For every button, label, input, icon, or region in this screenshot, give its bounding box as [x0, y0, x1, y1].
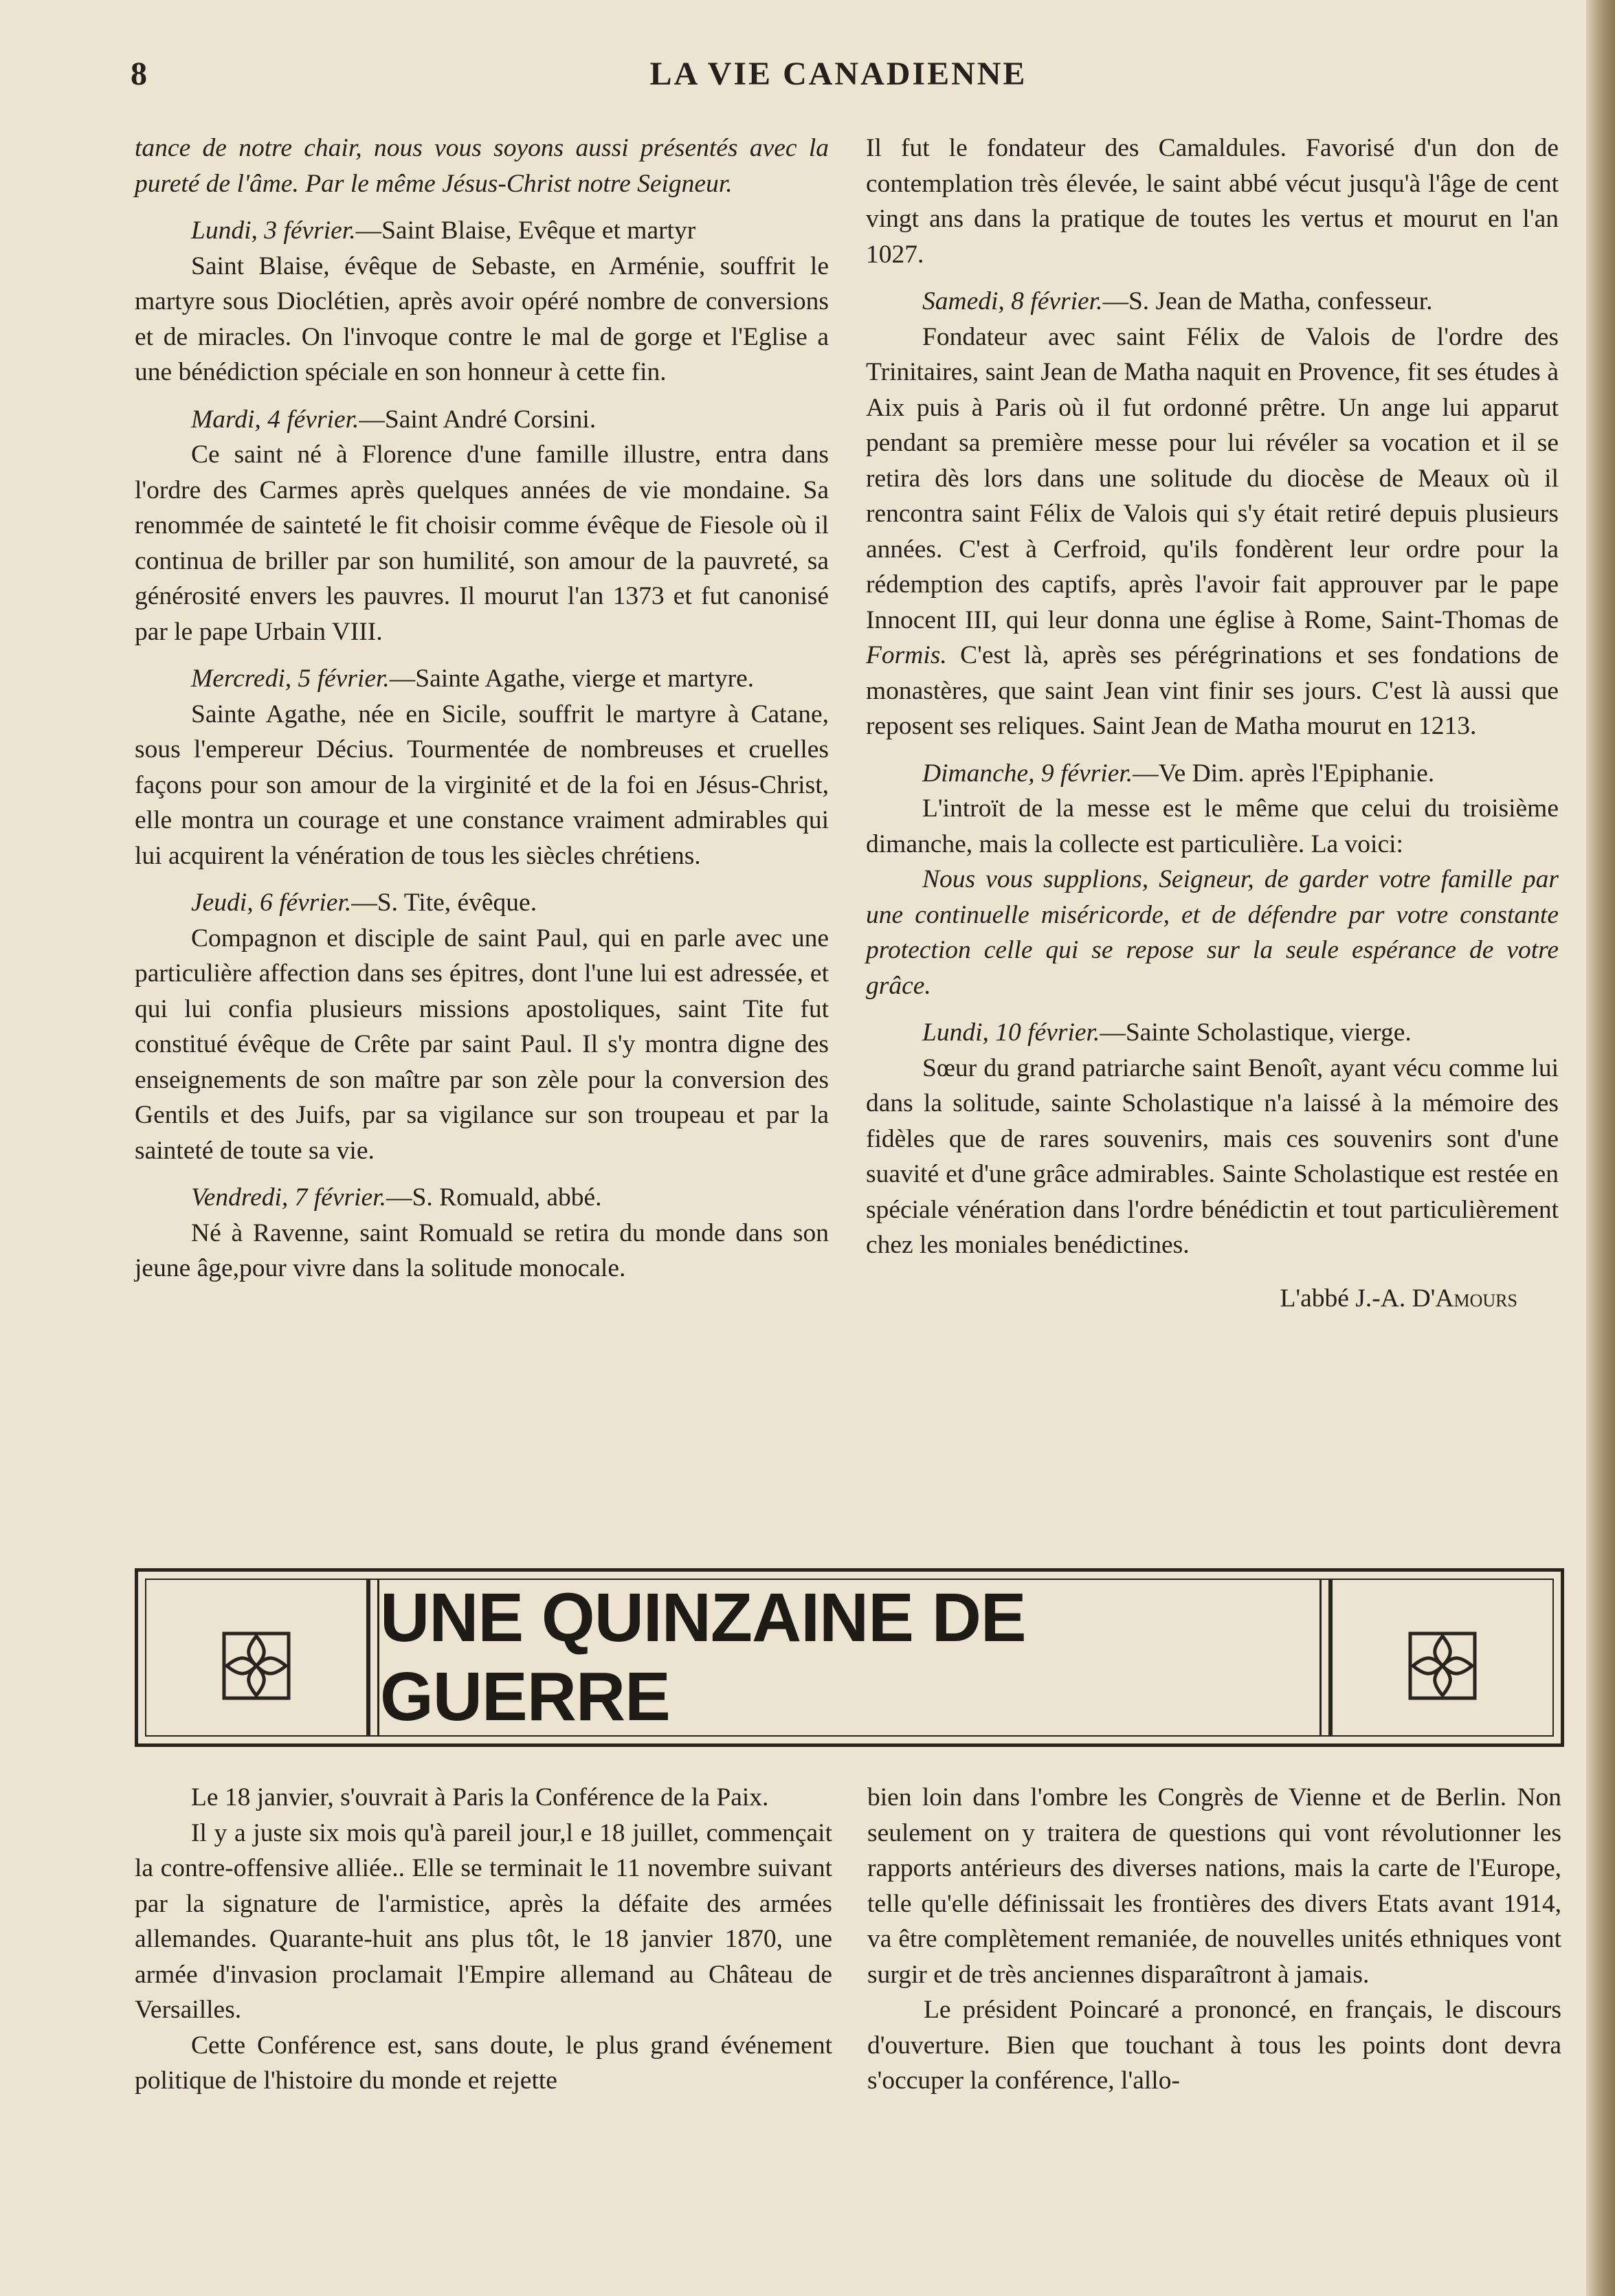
entry-date: Jeudi, 6 février.	[191, 889, 352, 917]
entry-date: Samedi, 8 février.	[922, 287, 1103, 315]
signature-name: L'abbé J.-A.	[1280, 1284, 1406, 1313]
entry-text: Sainte Agathe, née en Sicile, souffrit le martyre à Catane, sous l'empereur Décius. Tourmentée de nombreuses et cruelles façons pour son amour de la virginité et de la foi en Jésus-Christ, elle montra un courage et une constance vraiment admirables qui lui acquirent la vénération de tous les siècles chrétiens.	[135, 700, 829, 870]
article-paragraph: bien loin dans l'ombre les Congrès de Vienne et de Berlin. Non seulement on y traitera de questions qui vont révolutionner les rapports antérieurs des diverses nations, mais la carte de l'Europe, telle qu'elle définissait les frontières des divers Etats avant 1914, va être complètement remaniée, de nouvelles unités ethniques vont surgir et de très anciennes disparaîtront à jamais.	[867, 1783, 1561, 1989]
entry-text-part: C'est là, après ses pérégrinations et ses fondations de monastères, que saint Jean vint finir ses jours. C'est là aussi que reposent ses reliques. Saint Jean de Matha mourut en 1213.	[866, 641, 1559, 740]
article-paragraph: Le président Poincaré a prononcé, en français, le discours d'ouverture. Bien que touchant à tous les points dont devra s'occuper la conférence, l'allo-	[867, 1996, 1561, 2095]
journal-title: LA VIE CANADIENNE	[649, 56, 1027, 92]
ornament-icon	[1405, 1628, 1480, 1704]
entry-text: Compagnon et disciple de saint Paul, qui en parle avec une particulière affection dans ses épitres, dont l'une lui est adressée, et qui lui confia plusieurs missions apostoliques, saint Tite fut constitué évêque de Crête par saint Paul. Il s'y montra digne des enseignements de son maître par son zèle pour la conversion des Gentils et des Juifs, par sa vigilance sur son troupeau et par la sainteté de toute sa vie.	[135, 924, 829, 1165]
entry-date: Mercredi, 5 février.	[191, 665, 390, 693]
column-bottom-right	[867, 1780, 1561, 2110]
entry-text: Sœur du grand patriarche saint Benoît, ayant vécu comme lui dans la solitude, sainte Scholastique n'a laissé à la mémoire des fidèles que de rares souvenirs, mais ces souvenirs sont d'une suavité et d'une grâce admirables. Sainte Scholastique est restée en spéciale vénération dans l'ordre bénédictin et tout particulièrement chez les moniales benédictines.	[866, 1054, 1559, 1259]
entry-heading	[135, 1180, 829, 1216]
entry-heading	[135, 885, 829, 921]
banner-divider	[1328, 1580, 1333, 1735]
entry-saint: —S. Romuald, abbé.	[386, 1183, 602, 1212]
entry-date: Mardi, 4 février.	[191, 405, 359, 434]
column-top-left	[135, 131, 829, 1298]
article-paragraph: Cette Conférence est, sans doute, le plus grand événement politique de l'histoire du monde et rejette	[135, 2031, 832, 2095]
ornament-icon	[219, 1628, 294, 1704]
page-header	[131, 55, 1546, 103]
banner-divider	[1319, 1580, 1322, 1735]
banner-divider	[366, 1580, 370, 1735]
signature-surname: D'Amours	[1412, 1284, 1517, 1313]
entry-heading	[135, 213, 829, 249]
entry-continuation: Il fut le fondateur des Camaldules. Favorisé d'un don de contemplation très élevée, le saint abbé vécut jusqu'à l'âge de cent vingt ans dans la pratique de toutes les vertus et mourut en l'an 1027.	[866, 134, 1559, 269]
entry-saint: —Ve Dim. après l'Epiphanie.	[1133, 759, 1435, 788]
banner-title: UNE QUINZAINE DE GUERRE	[380, 1579, 1026, 1735]
banner-divider	[377, 1580, 379, 1735]
entry-heading	[866, 756, 1559, 792]
entry-text: Né à Ravenne, saint Romuald se retira du monde dans son jeune âge,pour vivre dans la solitude monocale.	[135, 1218, 829, 1282]
section-banner	[135, 1568, 1564, 1747]
entry-text: Saint Blaise, évêque de Sebaste, en Arménie, souffrit le martyre sous Dioclétien, après avoir opéré nombre de conversions et de miracles. On l'invoque contre le mal de gorge et l'Eglise a une bénédiction spéciale en son honneur à cette fin.	[135, 252, 829, 386]
entry-heading	[135, 661, 829, 697]
entry-date: Lundi, 10 février.	[922, 1018, 1100, 1047]
entry-saint: —Sainte Agathe, vierge et martyre.	[389, 665, 755, 693]
place-name: Formis.	[866, 641, 947, 669]
entry-date: Dimanche, 9 février.	[922, 759, 1133, 788]
entry-text: L'introït de la messe est le même que celui du troisième dimanche, mais la collecte est particulière. La voici:	[866, 794, 1559, 858]
collect-prayer: Nous vous supplions, Seigneur, de garder votre famille par une continuelle miséricorde, et de défendre par votre constante protection celle qui se repose sur la seule espérance de votre grâce.	[866, 865, 1559, 1000]
page-number: 8	[131, 56, 147, 92]
entry-heading	[866, 1015, 1559, 1051]
column-bottom-left	[135, 1780, 832, 2110]
entry-saint: —Sainte Scholastique, vierge.	[1100, 1018, 1412, 1047]
article-paragraph: Il y a juste six mois qu'à pareil jour,l e 18 juillet, commençait la contre-offensive alliée.. Elle se terminait le 11 novembre suivant par la signature de l'armistice, après la défaite des armées allemandes. Quarante-huit ans plus tôt, le 18 janvier 1870, une armée d'invasion proclamait l'Empire allemand au Château de Versailles.	[135, 1818, 832, 2024]
entry-date: Lundi, 3 février.	[191, 216, 356, 245]
entry-saint: —S. Jean de Matha, confesseur.	[1102, 287, 1433, 315]
entry-saint: —Saint Blaise, Evêque et martyr	[355, 216, 696, 245]
column-top-right	[866, 131, 1559, 1328]
article-paragraph: Le 18 janvier, s'ouvrait à Paris la Conférence de la Paix.	[191, 1783, 769, 1812]
entry-text-part: Fondateur avec saint Félix de Valois de l'ordre des Trinitaires, saint Jean de Matha naquit en Provence, fit ses études à Aix puis à Paris où il fut ordonné prêtre. Un ange lui apparut pendant sa première messe pour lui révéler sa vocation et il se retira dès lors dans une solitude du diocèse de Meaux où il rencontra saint Félix de Valois qui s'y était retiré depuis plusieurs années. C'est à Cerfroid, qu'ils fondèrent leur ordre pour la rédemption des captifs, après l'avoir fait approuver par le pape Innocent III, qui leur donna une église à Rome, Saint-Thomas de	[866, 322, 1559, 634]
banner-frame	[145, 1579, 1554, 1737]
entry-heading	[866, 284, 1559, 320]
entry-text: Ce saint né à Florence d'une famille illustre, entra dans l'ordre des Carmes après quelques années de vie mondaine. Sa renommée de sainteté le fit choisir comme évêque de Fiesole où il continua de briller par son humilité, son amour de la pauvreté, sa générosité envers les pauvres. Il mourut l'an 1373 et fut canonisé par le pape Urbain VIII.	[135, 441, 829, 646]
entry-saint: —Saint André Corsini.	[359, 405, 597, 434]
entry-saint: —S. Tite, évêque.	[351, 889, 537, 917]
page-edge-shadow	[1586, 0, 1615, 2296]
entry-date: Vendredi, 7 février.	[191, 1183, 386, 1212]
author-signature	[866, 1281, 1559, 1317]
entry-heading	[135, 402, 829, 438]
collect-continuation: tance de notre chair, nous vous soyons aussi présentés avec la pureté de l'âme. Par le même Jésus-Christ notre Seigneur.	[135, 134, 829, 198]
entry-text	[866, 320, 1559, 744]
